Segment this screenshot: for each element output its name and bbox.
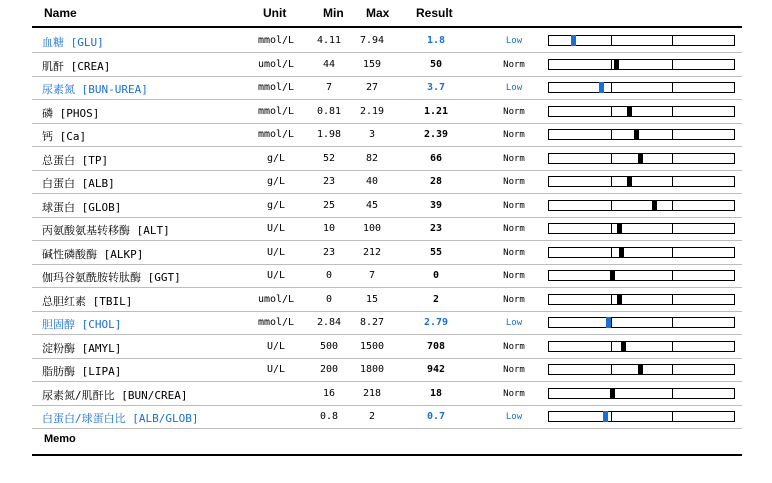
test-result: 2 <box>432 293 440 305</box>
result-marker <box>638 364 643 375</box>
test-unit: mmol/L <box>257 35 295 46</box>
table-row <box>32 241 742 265</box>
range-tick <box>611 342 612 351</box>
range-tick <box>672 365 673 374</box>
test-max: 159 <box>362 58 382 70</box>
test-min: 25 <box>322 199 336 211</box>
test-result: 23 <box>429 223 443 234</box>
result-marker <box>614 59 619 70</box>
test-result: 39 <box>429 199 443 211</box>
table-row <box>32 264 742 288</box>
result-marker <box>610 270 615 281</box>
table-row <box>32 288 742 312</box>
test-max: 7 <box>368 270 376 281</box>
table-row <box>32 405 742 429</box>
range-tick <box>611 248 612 257</box>
test-min: 44 <box>322 58 336 70</box>
range-tick <box>611 36 612 45</box>
range-bar <box>548 411 735 422</box>
test-flag: Norm <box>503 200 525 211</box>
result-marker <box>652 200 657 211</box>
range-tick <box>672 201 673 210</box>
test-max: 100 <box>362 223 382 234</box>
range-tick <box>611 83 612 92</box>
test-flag: Low <box>505 412 523 422</box>
range-bar <box>548 317 735 328</box>
test-unit: U/L <box>266 223 286 234</box>
test-name: 淀粉酶 [AMYL] <box>42 341 122 355</box>
test-unit: g/L <box>266 152 286 164</box>
range-tick <box>672 130 673 139</box>
test-min: 0.81 <box>316 105 342 117</box>
test-result: 942 <box>426 364 446 375</box>
test-unit: mmol/L <box>257 317 295 328</box>
test-name: 伽玛谷氨酰胺转肽酶 [GGT] <box>42 271 181 284</box>
test-result: 1.8 <box>426 35 446 46</box>
test-unit: U/L <box>266 364 286 375</box>
result-marker <box>638 153 643 164</box>
test-result: 28 <box>429 176 443 187</box>
test-max: 15 <box>365 293 379 305</box>
test-max: 218 <box>362 387 382 399</box>
test-max: 27 <box>365 82 379 93</box>
range-tick <box>611 412 612 421</box>
range-tick <box>611 154 612 163</box>
lab-report <box>32 0 742 483</box>
header-max: Max <box>366 6 390 20</box>
test-flag: Norm <box>503 59 525 70</box>
test-name: 球蛋白 [GLOB] <box>42 200 122 214</box>
test-unit: umol/L <box>257 293 295 305</box>
result-marker <box>606 317 611 328</box>
test-name: 血糖 [GLU] <box>42 36 104 49</box>
result-marker <box>617 223 622 234</box>
test-result: 0.7 <box>426 411 446 422</box>
range-tick <box>672 36 673 45</box>
test-min: 200 <box>319 364 339 375</box>
range-bar <box>548 176 735 187</box>
test-name: 尿素氮 [BUN-UREA] <box>42 83 148 96</box>
range-bar <box>548 153 735 164</box>
test-min: 500 <box>319 340 339 352</box>
test-result: 708 <box>426 340 446 352</box>
table-row <box>32 217 742 241</box>
test-min: 23 <box>322 176 336 187</box>
range-tick <box>611 130 612 139</box>
test-max: 82 <box>365 152 379 164</box>
test-unit: mmol/L <box>257 82 295 93</box>
test-unit: U/L <box>266 270 286 281</box>
test-name: 肌酐 [CREA] <box>42 59 111 73</box>
test-max: 1500 <box>359 340 385 352</box>
test-flag: Norm <box>503 365 525 375</box>
range-bar <box>548 35 735 46</box>
range-tick <box>611 60 612 69</box>
test-min: 0.8 <box>319 411 339 422</box>
test-result: 18 <box>429 387 443 399</box>
test-name: 总蛋白 [TP] <box>42 153 109 167</box>
test-flag: Norm <box>503 130 525 140</box>
test-unit: mmol/L <box>257 105 295 117</box>
table-header <box>32 0 742 26</box>
range-bar <box>548 364 735 375</box>
header-unit: Unit <box>263 6 287 20</box>
test-min: 4.11 <box>316 35 342 46</box>
test-result: 1.21 <box>423 105 449 117</box>
result-marker <box>627 106 632 117</box>
result-marker <box>599 82 604 93</box>
result-marker <box>634 129 639 140</box>
table-row <box>32 170 742 194</box>
test-result: 2.79 <box>423 317 449 328</box>
test-name: 胆固醇 [CHOL] <box>42 318 122 331</box>
result-marker <box>619 247 624 258</box>
range-bar <box>548 129 735 140</box>
range-tick <box>611 107 612 116</box>
table-row <box>32 29 742 53</box>
test-flag: Norm <box>503 294 525 305</box>
test-flag: Low <box>505 36 523 46</box>
test-unit: g/L <box>266 176 286 187</box>
table-row <box>32 311 742 335</box>
test-max: 7.94 <box>359 35 385 46</box>
result-marker <box>610 388 615 399</box>
memo-section <box>32 428 742 456</box>
table-row <box>32 100 742 124</box>
test-max: 8.27 <box>359 317 385 328</box>
range-tick <box>611 295 612 304</box>
range-tick <box>672 271 673 280</box>
table-row <box>32 194 742 218</box>
test-unit: umol/L <box>257 58 295 70</box>
header-min: Min <box>323 6 344 20</box>
range-bar <box>548 82 735 93</box>
range-bar <box>548 59 735 70</box>
test-flag: Norm <box>503 224 525 234</box>
test-flag: Norm <box>503 106 525 117</box>
test-min: 23 <box>322 246 336 258</box>
test-min: 1.98 <box>316 129 342 140</box>
table-row <box>32 123 742 147</box>
test-name: 尿素氮/肌酐比 [BUN/CREA] <box>42 388 188 402</box>
range-tick <box>611 365 612 374</box>
test-name: 总胆红素 [TBIL] <box>42 294 133 308</box>
test-min: 10 <box>322 223 336 234</box>
result-marker <box>627 176 632 187</box>
range-tick <box>611 224 612 233</box>
test-flag: Norm <box>503 247 525 258</box>
range-bar <box>548 200 735 211</box>
range-tick <box>672 224 673 233</box>
test-flag: Low <box>505 318 523 328</box>
table-row <box>32 382 742 406</box>
test-max: 2.19 <box>359 105 385 117</box>
header-result: Result <box>416 6 453 20</box>
result-marker <box>603 411 608 422</box>
test-flag: Norm <box>503 341 525 352</box>
result-marker <box>621 341 626 352</box>
memo-label: Memo <box>44 433 76 445</box>
range-bar <box>548 270 735 281</box>
test-name: 磷 [PHOS] <box>42 106 100 120</box>
result-marker <box>617 294 622 305</box>
table-row <box>32 335 742 359</box>
range-bar <box>548 247 735 258</box>
range-tick <box>672 389 673 398</box>
test-max: 45 <box>365 199 379 211</box>
range-bar <box>548 106 735 117</box>
test-max: 40 <box>365 176 379 187</box>
test-min: 2.84 <box>316 317 342 328</box>
test-unit: mmol/L <box>257 129 295 140</box>
table-row <box>32 147 742 171</box>
test-min: 52 <box>322 152 336 164</box>
test-name: 白蛋白 [ALB] <box>42 177 115 190</box>
test-name: 脂肪酶 [LIPA] <box>42 365 122 378</box>
header-divider <box>32 26 742 28</box>
test-result: 50 <box>429 58 443 70</box>
test-flag: Norm <box>503 153 525 164</box>
range-tick <box>672 154 673 163</box>
test-name: 丙氨酸氨基转移酶 [ALT] <box>42 224 170 237</box>
test-unit: g/L <box>266 199 286 211</box>
test-result: 3.7 <box>426 82 446 93</box>
table-row <box>32 76 742 100</box>
test-unit: U/L <box>266 246 286 258</box>
test-flag: Norm <box>503 271 525 281</box>
range-tick <box>672 107 673 116</box>
test-unit: U/L <box>266 340 286 352</box>
test-name: 碱性磷酸酶 [ALKP] <box>42 247 144 261</box>
test-min: 7 <box>325 82 333 93</box>
test-max: 212 <box>362 246 382 258</box>
test-result: 66 <box>429 152 443 164</box>
range-tick <box>611 201 612 210</box>
range-tick <box>672 318 673 327</box>
range-tick <box>672 412 673 421</box>
range-tick <box>672 60 673 69</box>
range-tick <box>672 342 673 351</box>
test-min: 0 <box>325 270 333 281</box>
test-flag: Low <box>505 83 523 93</box>
test-name: 白蛋白/球蛋白比 [ALB/GLOB] <box>42 412 199 425</box>
result-marker <box>571 35 576 46</box>
test-name: 钙 [Ca] <box>42 130 87 143</box>
range-bar <box>548 294 735 305</box>
table-row <box>32 358 742 382</box>
range-tick <box>672 177 673 186</box>
test-min: 16 <box>322 387 336 399</box>
range-bar <box>548 388 735 399</box>
test-result: 0 <box>432 270 440 281</box>
test-result: 55 <box>429 246 443 258</box>
test-min: 0 <box>325 293 333 305</box>
test-max: 3 <box>368 129 376 140</box>
test-flag: Norm <box>503 388 525 399</box>
test-max: 1800 <box>359 364 385 375</box>
range-bar <box>548 223 735 234</box>
test-max: 2 <box>368 411 376 422</box>
range-bar <box>548 341 735 352</box>
range-tick <box>611 177 612 186</box>
header-name: Name <box>44 6 77 20</box>
test-flag: Norm <box>503 177 525 187</box>
range-tick <box>672 83 673 92</box>
table-row <box>32 53 742 77</box>
test-result: 2.39 <box>423 129 449 140</box>
range-tick <box>672 248 673 257</box>
range-tick <box>672 295 673 304</box>
